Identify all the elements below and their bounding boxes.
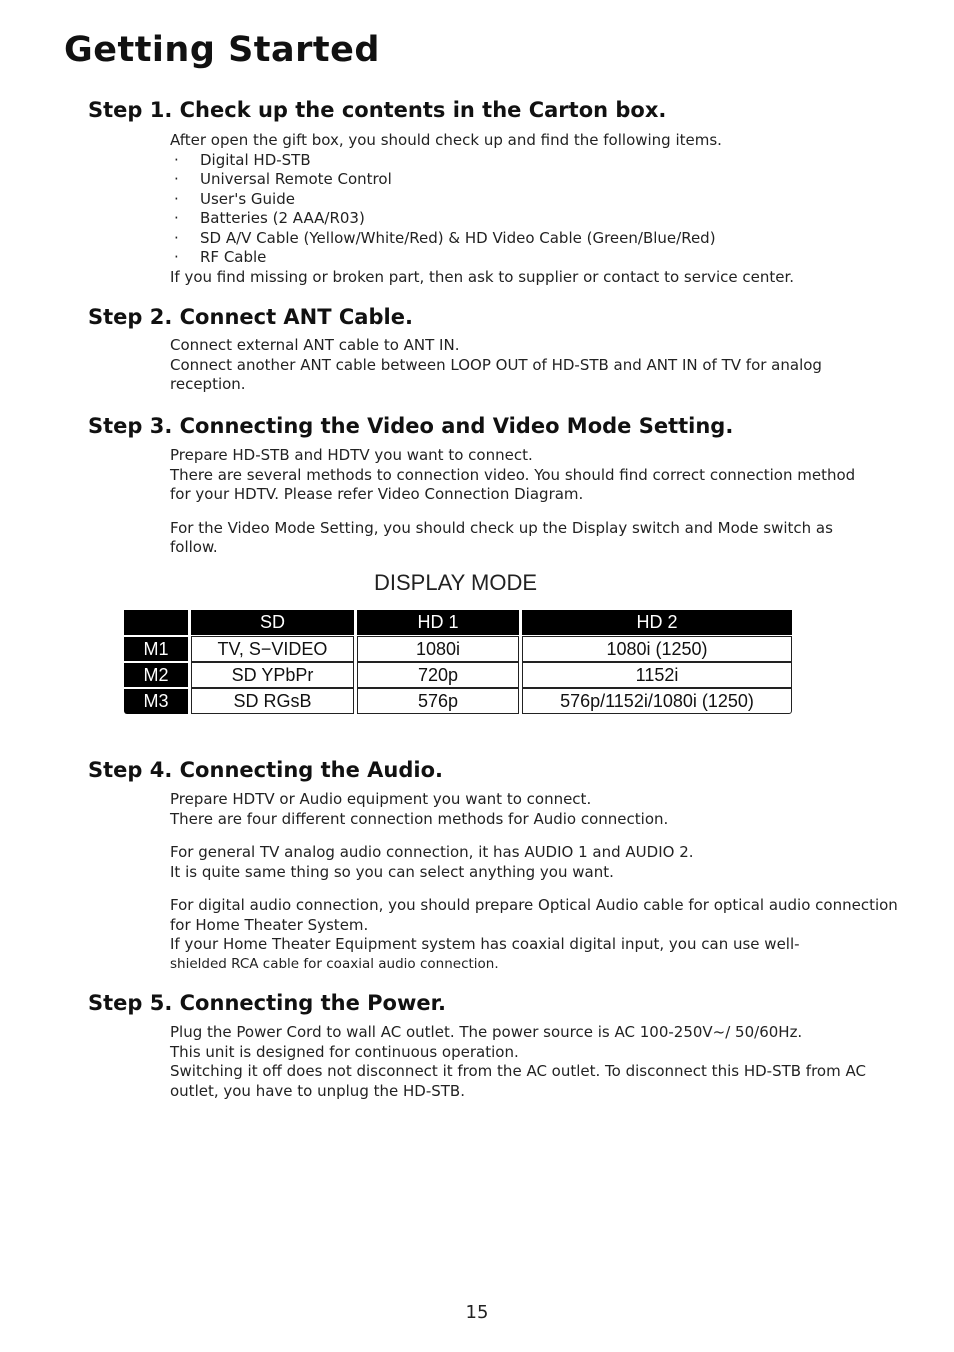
step3-line3: For the Video Mode Setting, you should check up the Display switch and Mode switch as follow. [170,518,833,556]
step2-body [170,336,895,395]
page-title: Getting Started [64,30,380,70]
step5-body [170,1023,900,1101]
row-header-m3: M3 [124,689,188,714]
page-number: 15 [465,1302,489,1323]
display-mode-label: DISPLAY MODE [374,570,538,595]
step4-body [170,790,900,974]
step1-heading: Step 1. Check up the contents in the Carton box. [88,98,667,122]
list-item: · Digital HD-STB [170,151,900,171]
step1-outro: If you find missing or broken part, then ask to supplier or contact to service center. [170,267,795,286]
step3-heading: Step 3. Connecting the Video and Video Mode Setting. [88,414,734,438]
table-cell: 1080i [357,636,519,662]
step4-heading: Step 4. Connecting the Audio. [88,758,443,782]
step3-line2: There are several methods to connection video. You should find correct connection method for your HDTV. Please refer Video Connection Diagram. [170,465,856,503]
step5-line1: Plug the Power Cord to wall AC outlet. The power source is AC 100-250V~/ 50/60Hz. [170,1023,803,1041]
table-cell: SD YPbPr [191,662,354,688]
step2-heading: Step 2. Connect ANT Cable. [88,305,413,329]
step5-heading: Step 5. Connecting the Power. [88,991,446,1015]
list-item: · Batteries (2 AAA/R03) [170,209,900,229]
list-item: · SD A/V Cable (Yellow/White/Red) & HD Video Cable (Green/Blue/Red) [170,229,900,249]
table-cell: 720p [357,662,519,688]
step1-body [170,131,900,287]
display-mode-table [124,610,792,714]
table-cell: 576p [357,688,519,714]
step3-line1: Prepare HD-STB and HDTV you want to connect. [170,446,533,464]
row-header-m2: M2 [124,663,188,687]
table-cell: TV, S−VIDEO [191,636,354,662]
column-header-hd2: HD 2 [522,610,792,635]
step5-line2: This unit is designed for continuous operation. [170,1042,519,1061]
table-cell: 576p/1152i/1080i (1250) [522,688,792,714]
table-cell: 1152i [522,662,792,688]
step1-intro: After open the gift box, you should check up and find the following items. [170,131,722,149]
step4-line6: If your Home Theater Equipment system has coaxial digital input, you can use well- [170,935,800,953]
list-item: · Universal Remote Control [170,170,900,190]
table-cell: 1080i (1250) [522,636,792,662]
step4-line2: There are four different connection methods for Audio connection. [170,809,669,828]
step4-line3: For general TV analog audio connection, it has AUDIO 1 and AUDIO 2. [170,843,694,861]
column-header-hd1: HD 1 [357,610,519,635]
step4-line5: For digital audio connection, you should prepare Optical Audio cable for optical audio connection for Home Theater System. [170,896,898,934]
table-corner [124,610,188,635]
list-item: · User's Guide [170,190,900,210]
step2-line1: Connect external ANT cable to ANT IN. [170,336,460,354]
step4-line1: Prepare HDTV or Audio equipment you want to connect. [170,790,592,808]
step3-body [170,446,870,558]
step4-line4: It is quite same thing so you can select anything you want. [170,862,614,881]
step5-line3: Switching it off does not disconnect it from the AC outlet. To disconnect this HD-STB from AC outlet, you have to unplug the HD-STB. [170,1062,866,1100]
carton-items-list [170,151,900,268]
row-header-m1: M1 [124,637,188,661]
step2-line2: Connect another ANT cable between LOOP OUT of HD-STB and ANT IN of TV for analog reception. [170,355,822,393]
step4-line7: shielded RCA cable for coaxial audio connection. [170,955,499,972]
list-item: · RF Cable [170,248,900,268]
column-header-sd: SD [191,610,354,635]
table-cell: SD RGsB [191,688,354,714]
